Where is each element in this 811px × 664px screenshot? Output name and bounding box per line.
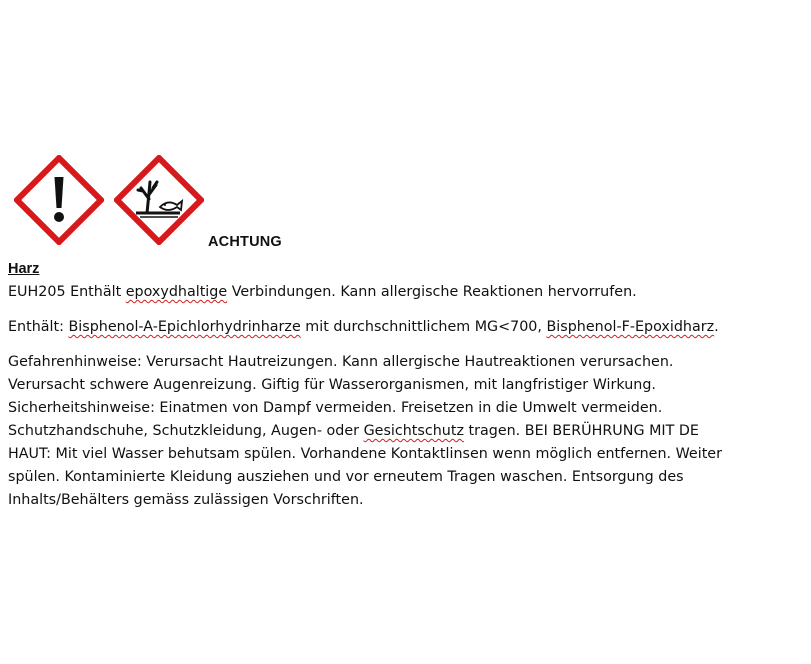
safety-line: HAUT: Mit viel Wasser behutsam spülen. Vorhandene Kontaktlinsen wenn möglich entfernen. Weiter — [8, 446, 722, 462]
product-name: Harz — [8, 261, 40, 277]
ghs-pictograms — [14, 155, 204, 245]
spacer — [8, 304, 808, 316]
ghs09-environment-icon — [114, 155, 204, 245]
hazard-line: Gefahrenhinweise: Verursacht Hautreizungen. Kann allergische Hautreaktionen verursachen. — [8, 354, 674, 370]
label-text-block — [8, 258, 808, 512]
ghs07-exclamation-icon — [14, 155, 104, 245]
hazard-and-safety-statements — [8, 351, 808, 512]
safety-line: Inhalts/Behälters gemäss zulässigen Vorschriften. — [8, 492, 364, 508]
safety-line: Sicherheitshinweise: Einatmen von Dampf vermeiden. Freisetzen in die Umwelt vermeiden. — [8, 400, 663, 416]
safety-line: spülen. Kontaminierte Kleidung ausziehen und vor erneutem Tragen waschen. Entsorgung des — [8, 469, 684, 485]
signal-word: ACHTUNG — [208, 234, 282, 250]
hazard-line: Verursacht schwere Augenreizung. Giftig für Wasserorganismen, mit langfristiger Wirkung. — [8, 377, 656, 393]
contains-statement: Enthält: Bisphenol-A-Epichlorhydrinharze mit durchschnittlichem MG<700, Bisphenol-F-Epoxidharz. — [8, 319, 719, 335]
euh-statement: EUH205 Enthält epoxydhaltige Verbindungen. Kann allergische Reaktionen hervorrufen. — [8, 284, 637, 300]
safety-line: Schutzhandschuhe, Schutzkleidung, Augen- oder Gesichtschutz tragen. BEI BERÜHRUNG MIT DE — [8, 423, 699, 439]
spacer — [8, 339, 808, 351]
